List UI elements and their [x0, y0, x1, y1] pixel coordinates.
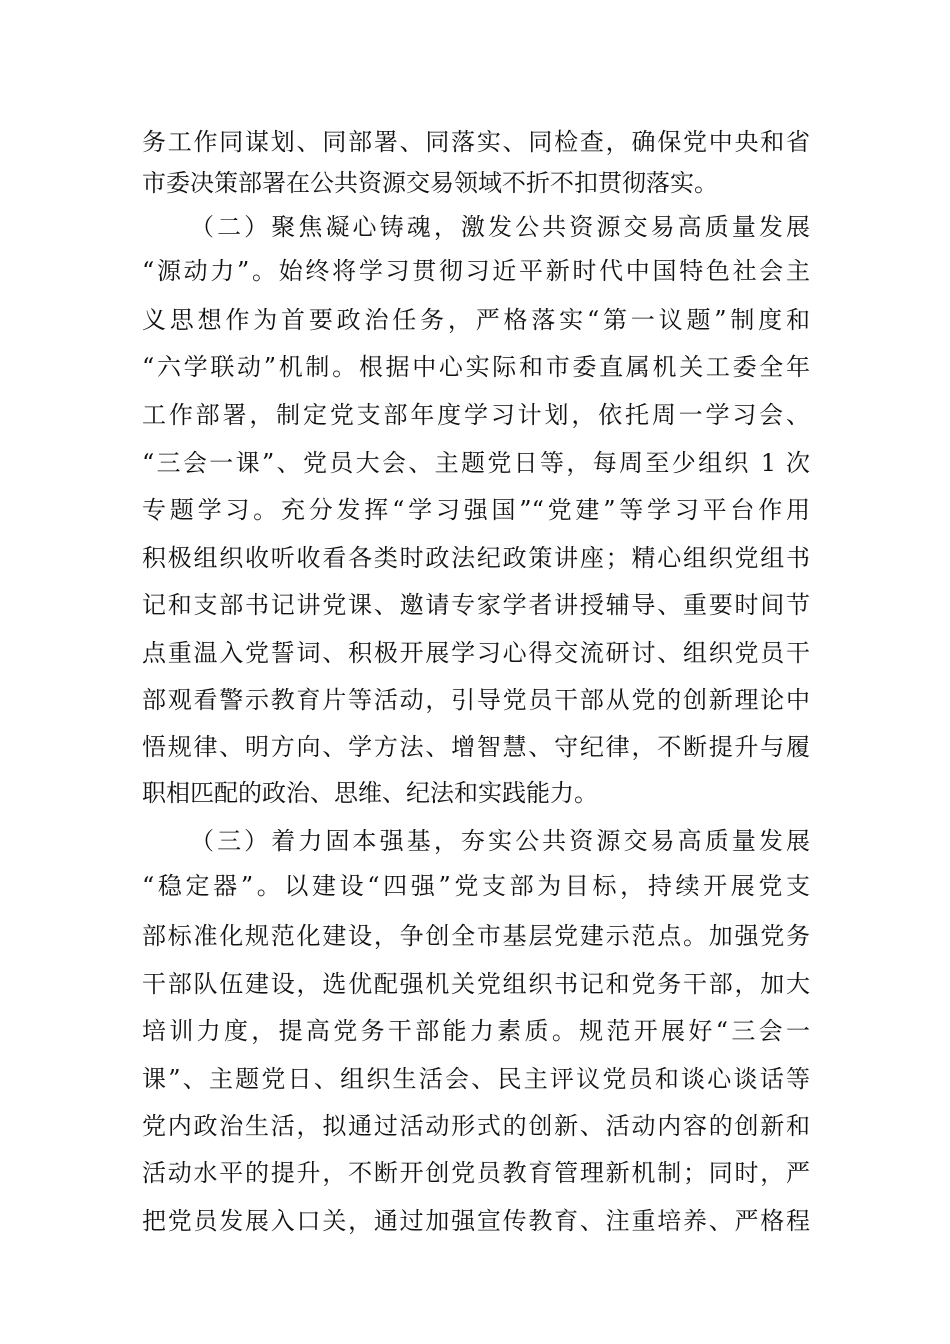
section-heading-line: （二）聚焦凝心铸魂，激发公共资源交易高质量发展	[190, 213, 810, 241]
text-line: 工作部署，制定党支部年度学习计划，依托周一学习会、	[142, 401, 810, 429]
section-heading-line: （三）着力固本强基，夯实公共资源交易高质量发展	[190, 827, 810, 855]
text-line: 干部队伍建设，选优配强机关党组织书记和党务干部，加大	[142, 970, 810, 998]
text-line: “源动力”。始终将学习贯彻习近平新时代中国特色社会主	[142, 257, 810, 285]
text-line: 务工作同谋划、同部署、同落实、同检查，确保党中央和省	[142, 128, 810, 156]
text-line: 职相匹配的政治、思维、纪法和实践能力。	[142, 779, 598, 807]
text-line: 课”、主题党日、组织生活会、民主评议党员和谈心谈话等	[142, 1065, 810, 1093]
text-line: “三会一课”、党员大会、主题党日等，每周至少组织 1 次	[142, 449, 810, 477]
text-line: “六学联动”机制。根据中心实际和市委直属机关工委全年	[142, 353, 810, 381]
text-line: 培训力度，提高党务干部能力素质。规范开展好“三会一	[142, 1017, 810, 1045]
text-line: 义思想作为首要政治任务，严格落实“第一议题”制度和	[142, 306, 810, 334]
text-line: 记和支部书记讲党课、邀请专家学者讲授辅导、重要时间节	[142, 591, 810, 619]
text-line: 积极组织收听收看各类时政法纪政策讲座；精心组织党组书	[142, 544, 810, 572]
text-line: 活动水平的提升，不断开创党员教育管理新机制；同时，严	[142, 1159, 810, 1187]
text-line: 点重温入党誓词、积极开展学习心得交流研讨、组织党员干	[142, 639, 810, 667]
text-line: 市委决策部署在公共资源交易领域不折不扣贯彻落实。	[142, 169, 718, 197]
text-line: 党内政治生活，拟通过活动形式的创新、活动内容的创新和	[142, 1112, 810, 1140]
text-line: 把党员发展入口关，通过加强宣传教育、注重培养、严格程	[142, 1207, 810, 1235]
text-line: 专题学习。充分发挥“学习强国”“党建”等学习平台作用	[142, 496, 810, 524]
text-line: 部观看警示教育片等活动，引导党员干部从党的创新理论中	[142, 686, 810, 714]
text-line: 悟规律、明方向、学方法、增智慧、守纪律，不断提升与履	[142, 733, 810, 761]
text-line: “稳定器”。以建设“四强”党支部为目标，持续开展党支	[142, 872, 810, 900]
text-line: 部标准化规范化建设，争创全市基层党建示范点。加强党务	[142, 922, 810, 950]
